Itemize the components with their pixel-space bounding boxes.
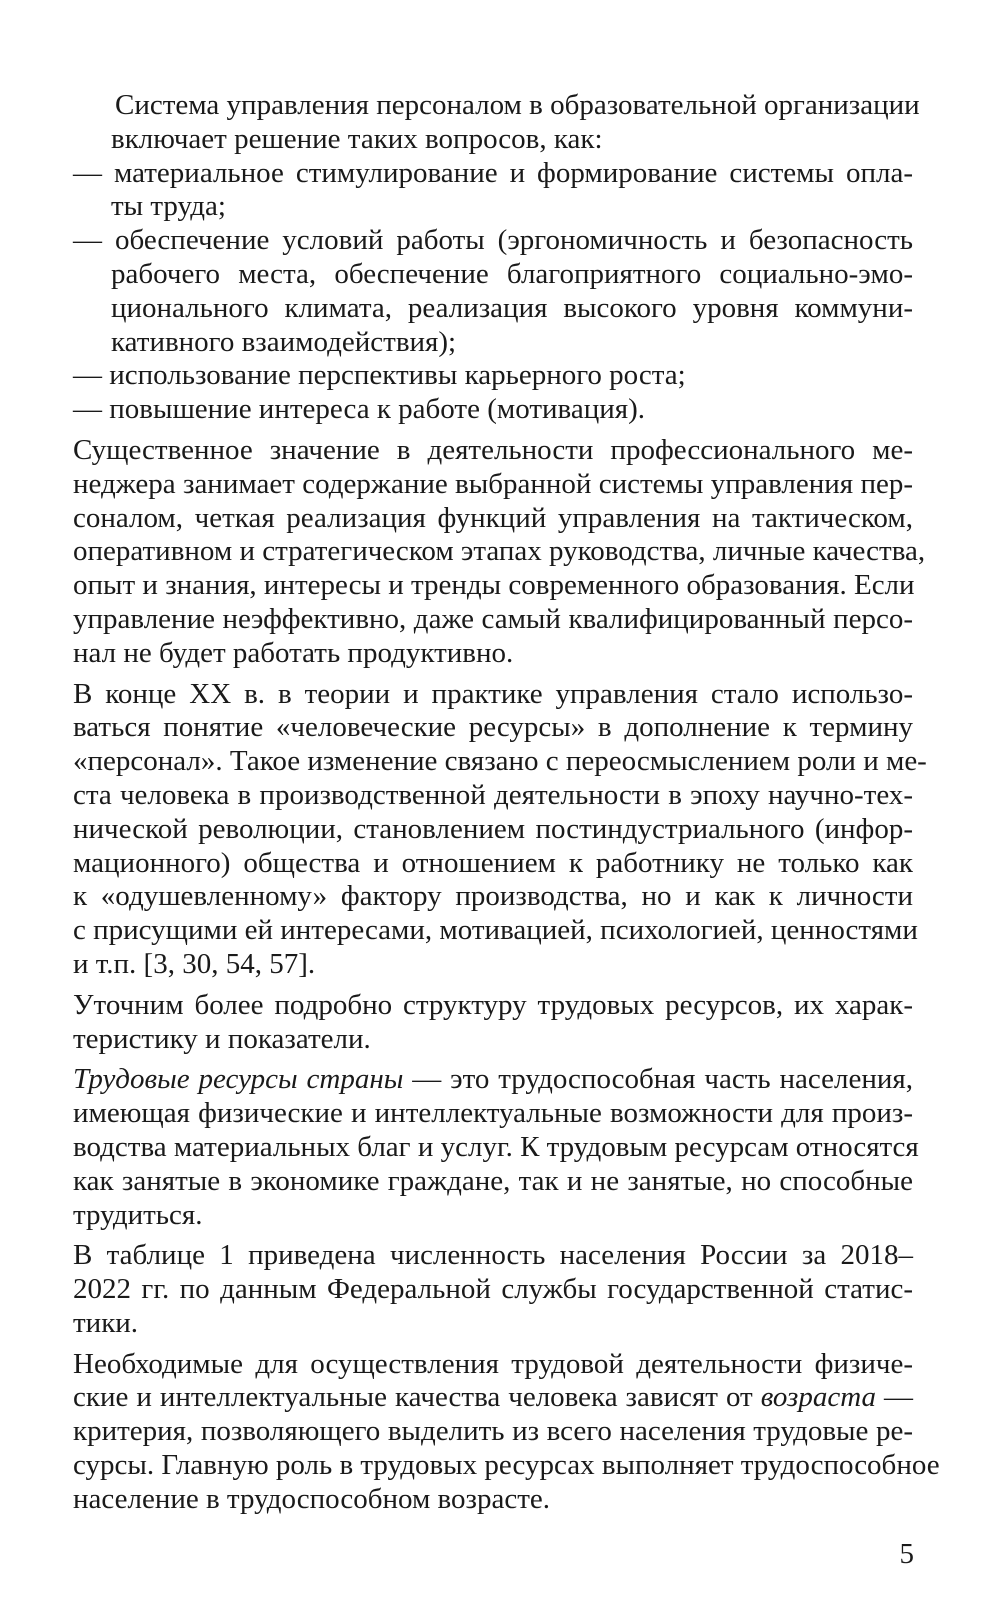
- paragraph-line: теристику и показатели.: [73, 1022, 371, 1055]
- text-line: Система управления персоналом в образовательной организации: [115, 89, 920, 121]
- paragraph-line: и т.п. [3, 30, 54, 57].: [73, 947, 316, 980]
- term-labor-resources: Трудовые ресурсы страны: [73, 1063, 404, 1096]
- paragraph-line: население в трудоспособном возрасте.: [73, 1482, 551, 1515]
- paragraph-line: 2022 гг. по данным Федеральной службы государственной статис-: [73, 1273, 913, 1306]
- paragraph-line: трудиться.: [73, 1198, 203, 1231]
- paragraph-line: Уточним более подробно структуру трудовых ресурсов, их харак-: [73, 988, 913, 1021]
- paragraph-line: тики.: [73, 1306, 139, 1339]
- paragraph-line: «персонал». Такое изменение связано с переосмыслением роли и ме-: [73, 745, 927, 778]
- page-number: 5: [899, 1538, 914, 1570]
- paragraph-line: мационного) общества и отношением к работнику не только как: [73, 846, 913, 879]
- paragraph-line: В конце XX в. в теории и практике управления стало использо-: [73, 677, 913, 710]
- paragraph-line: как занятые в экономике граждане, так и не занятые, но способные: [73, 1164, 913, 1197]
- paragraph-line: [73, 1381, 913, 1415]
- paragraph-line: нал не будет работать продуктивно.: [73, 636, 514, 669]
- paragraph-line: неджера занимает содержание выбранной системы управления пер-: [73, 467, 913, 500]
- list-item: — использование перспективы карьерного роста;: [73, 359, 686, 392]
- list-item: — материальное стимулирование и формирование системы опла-: [73, 156, 913, 189]
- list-item: — повышение интереса к работе (мотивация).: [73, 393, 645, 426]
- paragraph-line: сурсы. Главную роль в трудовых ресурсах выполняет трудоспособное: [73, 1449, 940, 1482]
- paragraph-line: имеющая физические и интеллектуальные возможности для произ-: [73, 1097, 913, 1130]
- paragraph-line: управление неэффективно, даже самый квалифицированный персо-: [73, 602, 913, 635]
- paragraph-line: нической революции, становлением постиндустриального (инфор-: [73, 812, 913, 845]
- text-line: включает решение таких вопросов, как:: [111, 122, 603, 155]
- definition-text: — это трудоспособная часть населения,: [403, 1063, 913, 1096]
- list-item: — обеспечение условий работы (эргономичность и безопасность: [73, 224, 913, 257]
- paragraph-text: —: [876, 1381, 914, 1414]
- paragraph-line: ваться понятие «человеческие ресурсы» в дополнение к термину: [73, 711, 913, 744]
- paragraph-line: В таблице 1 приведена численность населения России за 2018–: [73, 1239, 913, 1272]
- list-item-continuation: ты труда;: [111, 190, 226, 223]
- paragraph-line: ста человека в производственной деятельности в эпоху научно-тех-: [73, 778, 913, 811]
- paragraph-line: опыт и знания, интересы и тренды современного образования. Если: [73, 569, 915, 602]
- list-item-continuation: рабочего места, обеспечение благоприятного социально-эмо-: [111, 257, 913, 290]
- paragraph-line: к «одушевленному» фактору производства, но и как к личности: [73, 880, 913, 913]
- list-item-continuation: кативного взаимодействия);: [111, 325, 457, 358]
- page-text: [73, 89, 940, 1517]
- paragraph-line: Существенное значение в деятельности профессионального ме-: [73, 433, 913, 466]
- paragraph-line: Необходимые для осуществления трудовой деятельности физиче-: [73, 1347, 913, 1380]
- paragraph-line: соналом, четкая реализация функций управления на тактическом,: [73, 501, 913, 534]
- list-item-continuation: ционального климата, реализация высокого уровня коммуни-: [111, 291, 913, 324]
- paragraph-line: критерия, позволяющего выделить из всего населения трудовые ре-: [73, 1415, 913, 1448]
- paragraph-text: ские и интеллектуальные качества человека зависят от: [73, 1381, 761, 1414]
- definition-line: [73, 1063, 913, 1097]
- paragraph-line: водства материальных благ и услуг. К трудовым ресурсам относятся: [73, 1130, 919, 1163]
- term-age: возраста: [760, 1381, 877, 1414]
- paragraph-line: с присущими ей интересами, мотивацией, психологией, ценностями: [73, 914, 918, 947]
- paragraph-line: оперативном и стратегическом этапах руководства, личные качества,: [73, 535, 926, 568]
